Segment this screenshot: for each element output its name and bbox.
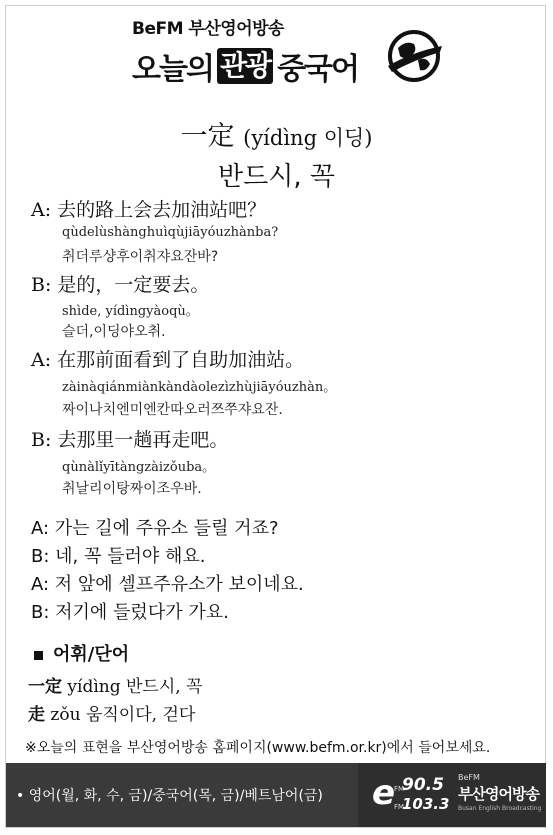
vocab-item: [28, 672, 203, 697]
dialogue-reading: 짜이나치엔미엔칸따오러쯔쭈쟈요잔.: [62, 402, 283, 418]
korean-line-4: [31, 598, 229, 624]
speaker-label: B:: [31, 602, 50, 623]
phrase-chinese: 一定: [180, 121, 235, 152]
brand-part-1: 오늘의: [132, 52, 213, 87]
vocab-meaning: yídìng 반드시, 꼭: [67, 677, 203, 697]
brand-box: 관광: [217, 48, 273, 84]
vocab-word: 走: [28, 705, 45, 725]
footer-bar: [6, 763, 546, 827]
dialogue-chinese: 去那里一趟再走吧。: [57, 429, 229, 451]
dialogue-chinese: 是的，一定要去。: [57, 274, 210, 296]
station-logo-letter: e: [372, 773, 396, 813]
frequency-2: 103.3: [402, 795, 450, 813]
broadcast-schedule: • 영어(월, 화, 수, 금)/중국어(목, 금)/베트남어(금): [16, 788, 323, 804]
dialogue-line-2: [31, 270, 209, 297]
website-note: ※오늘의 표현을 부산영어방송 홈페이지(www.befm.or.kr)에서 들어보세요.: [25, 740, 491, 756]
globe-plane-icon: [384, 26, 444, 86]
befm-label: BeFM: [458, 773, 480, 782]
speaker-label: B:: [31, 546, 50, 567]
fm-label: FM: [394, 785, 405, 793]
vocab-meaning: zǒu 움직이다, 걷다: [50, 705, 196, 725]
frequency-1: 90.5: [402, 775, 444, 795]
korean-text: 가는 길에 주유소 들릴 거죠?: [54, 518, 279, 539]
square-bullet-icon: [34, 651, 43, 660]
dialogue-chinese: 去的路上会去加油站吧？: [57, 199, 267, 221]
korean-line-1: [31, 514, 279, 540]
fm-label: FM: [394, 803, 405, 811]
station-name: 부산영어방송: [458, 785, 539, 803]
korean-line-2: [31, 542, 205, 568]
phrase-korean: 반드시, 꼭: [218, 162, 335, 192]
brand-part-2: 중국어: [277, 52, 359, 87]
dialogue-reading: 슬더,이딩야오취.: [62, 324, 166, 340]
speaker-label: B:: [31, 274, 52, 296]
dialogue-line-3: [31, 345, 304, 372]
vocab-heading-text: 어휘/단어: [53, 644, 130, 665]
station-name-english: Busan English Broadcasting: [458, 805, 542, 812]
phrase-title: [0, 114, 553, 153]
dialogue-reading: 취날리이탕짜이조우바.: [62, 481, 202, 497]
speaker-label: A:: [31, 518, 50, 539]
dialogue-line-4: [31, 425, 228, 452]
brand-small-title: BeFM 부산영어방송: [132, 19, 284, 39]
dialogue-chinese: 在那前面看到了自助加油站。: [57, 349, 305, 371]
korean-text: 저기에 들렀다가 가요.: [55, 602, 229, 623]
dialogue-pinyin: qùnàlǐyītàngzàizǒuba。: [62, 460, 216, 475]
vocab-word: 一定: [28, 677, 62, 697]
dialogue-line-1: [31, 195, 266, 222]
dialogue-pinyin: shìde, yídìngyàoqù。: [62, 304, 199, 319]
speaker-label: B:: [31, 429, 52, 451]
speaker-label: A:: [31, 349, 52, 371]
speaker-label: A:: [31, 199, 52, 221]
vocab-heading: [34, 640, 129, 666]
dialogue-pinyin: zàinàqiánmiànkàndàolezìzhùjiāyóuzhàn。: [62, 380, 337, 395]
speaker-label: A:: [31, 574, 50, 595]
korean-line-3: [31, 570, 304, 596]
dialogue-pinyin: qùdelùshànghuìqùjiāyóuzhànba?: [62, 225, 279, 240]
dialogue-reading: 취더루샹후이취쟈요잔바?: [62, 249, 219, 265]
vocab-item: [28, 700, 195, 725]
brand-title: [132, 44, 358, 88]
korean-text: 네, 꼭 들러야 해요.: [55, 546, 206, 567]
phrase-pinyin: (yídìng 이딩): [243, 126, 373, 150]
station-logo: [358, 763, 546, 827]
korean-text: 저 앞에 셀프주유소가 보이네요.: [54, 574, 304, 595]
